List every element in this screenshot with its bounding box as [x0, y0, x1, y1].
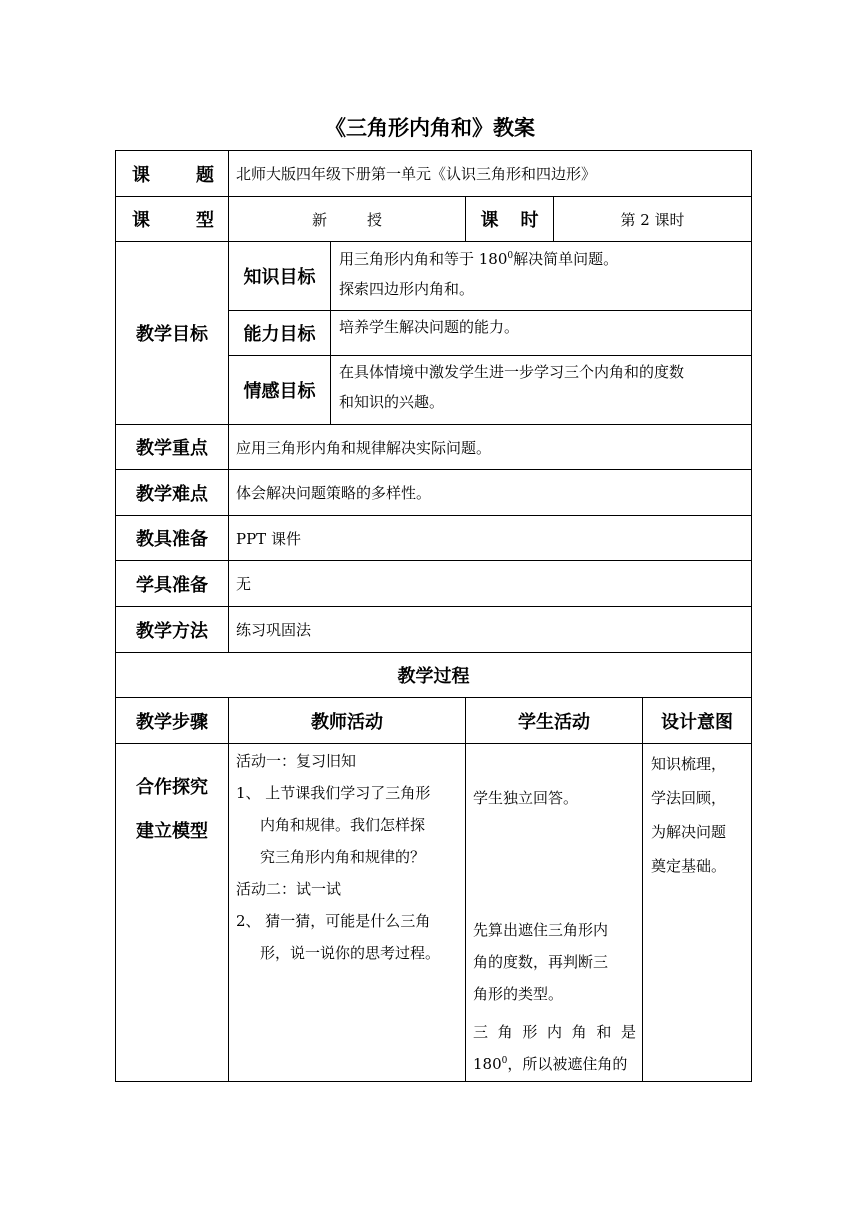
- goals-label: 教学目标: [136, 324, 208, 345]
- difficulty-label: 教学难点: [136, 483, 208, 505]
- student-answer-2: 先算出遮住三角形内 角的度数，再判断三 角形的类型。: [473, 921, 609, 1003]
- header-teacher: 教师活动: [311, 711, 383, 733]
- knowledge-goal-text: 用三角形内角和等于 $180^0$解决简单问题。 探索四边形内角和。: [339, 250, 619, 298]
- ability-goal-text: 培养学生解决问题的能力。: [339, 318, 520, 336]
- process-title: 教学过程: [397, 666, 470, 687]
- step-label: 合作探究 建立模型: [136, 777, 208, 842]
- key-point-label: 教学重点: [136, 438, 208, 459]
- ability-goal-label: 能力目标: [243, 324, 316, 345]
- activity-1-item: 1、 上节课我们学习了三角形 内角和规律。我们怎样探 究三角形内角和规律的？: [236, 784, 431, 866]
- topic-value: 北师大版四年级下册第一单元《认识三角形和四边形》: [236, 165, 597, 183]
- student-tools-label: 学具准备: [136, 574, 208, 596]
- topic-label: 课 题: [132, 164, 214, 186]
- period-value: 第 2 课时: [620, 210, 685, 229]
- knowledge-goal-label: 知识目标: [243, 267, 316, 288]
- design-intent: 知识梳理， 学法回顾， 为解决问题 奠定基础。: [651, 755, 727, 875]
- header-intent: 设计意图: [661, 711, 733, 733]
- header-student: 学生活动: [518, 711, 590, 733]
- header-steps: 教学步骤: [136, 711, 208, 733]
- teacher-activities: [236, 745, 461, 969]
- student-answer-1: 学生独立回答。: [473, 789, 579, 807]
- activity-2-item: 2、 猜一猜，可能是什么三角 形，说一说你的思考过程。: [236, 912, 441, 962]
- student-tools-value: 无: [236, 575, 252, 593]
- page-title: 《三角形内角和》教案: [325, 116, 535, 140]
- student-answer-3: 三角形内角和是 $180^0$，所以被遮住角的: [473, 1023, 636, 1073]
- key-point-value: 应用三角形内角和规律解决实际问题。: [236, 438, 492, 457]
- method-value: 练习巩固法: [236, 621, 312, 639]
- teaching-tools-label: 教具准备: [136, 529, 208, 550]
- emotion-goal-text: 在具体情境中激发学生进一步学习三个内角和的度数 和知识的兴趣。: [339, 363, 685, 411]
- type-label: 课 型: [132, 210, 214, 231]
- type-value: 新 授: [311, 210, 383, 229]
- activity-1-heading: 活动一：复习旧知: [236, 752, 357, 770]
- period-label: 课 时: [480, 210, 539, 231]
- method-label: 教学方法: [136, 620, 208, 642]
- emotion-goal-label: 情感目标: [243, 381, 316, 402]
- teaching-tools-value: PPT 课件: [236, 529, 301, 548]
- difficulty-value: 体会解决问题策略的多样性。: [236, 484, 432, 502]
- activity-2-heading: 活动二：试一试: [236, 880, 342, 898]
